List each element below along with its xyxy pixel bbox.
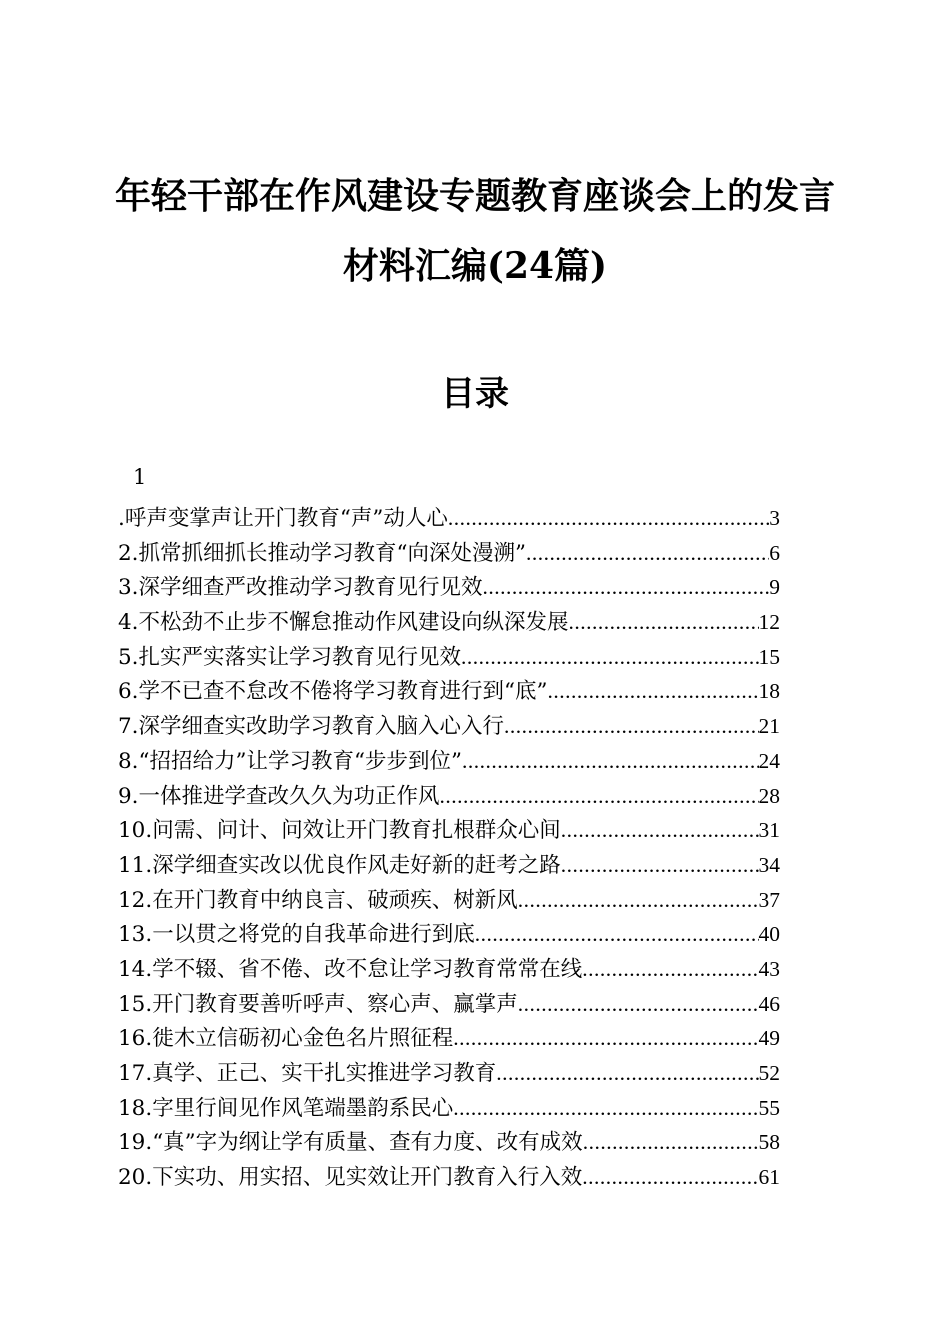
toc-entry-label: 12.在开门教育中纳良言、破顽疾、树新风: [118, 887, 518, 913]
toc-entry-page-number: 55: [758, 1095, 780, 1120]
toc-entry-label: 15.开门教育要善听呼声、察心声、赢掌声: [118, 991, 518, 1017]
toc-entry-page-number: 37: [758, 887, 780, 912]
toc-dot-leader: [483, 570, 770, 605]
document-title-line1: 年轻干部在作风建设专题教育座谈会上的发言: [114, 175, 835, 217]
toc-dot-leader: [440, 779, 759, 814]
toc-entry-label: 14.学不辍、省不倦、改不怠让学习教育常常在线: [118, 956, 583, 982]
toc-dot-leader: [453, 1091, 758, 1126]
toc-entry[interactable]: [118, 570, 780, 605]
toc-entry[interactable]: [118, 1021, 780, 1056]
toc-entry-label: 20.下实功、用实招、见实效让开门教育入行入效: [118, 1165, 583, 1191]
toc-dot-leader: [448, 501, 769, 536]
toc-entry-page-number: 12: [758, 610, 780, 635]
toc-dot-leader: [504, 709, 758, 744]
toc-entry-label: .呼声变掌声让开门教育“声”动人心: [118, 506, 448, 531]
toc-entry[interactable]: [118, 848, 780, 883]
toc-entry-page-number: 52: [758, 1061, 780, 1085]
toc-first-item-number: 1: [133, 465, 147, 489]
toc-entry[interactable]: [118, 640, 780, 675]
toc-entry[interactable]: [118, 744, 780, 779]
toc-entry-page-number: 21: [758, 714, 780, 739]
toc-dot-leader: [548, 674, 759, 709]
toc-entry-label: 2.抓常抓细抓长推动学习教育“向深处漫溯”: [118, 540, 526, 566]
toc-entry[interactable]: [118, 917, 780, 952]
toc-dot-leader: [453, 1021, 758, 1056]
toc-dot-leader: [461, 640, 758, 675]
toc-entry[interactable]: [118, 813, 780, 848]
document-title-line2: 材料汇编(24篇): [342, 245, 608, 287]
toc-heading: 目录: [441, 374, 509, 414]
toc-entry[interactable]: [118, 1125, 780, 1160]
toc-dot-leader: [526, 536, 769, 571]
toc-entry[interactable]: [118, 709, 780, 744]
toc-entry[interactable]: [118, 674, 780, 709]
toc-entry[interactable]: [118, 1091, 780, 1126]
toc-dot-leader: [561, 848, 759, 883]
toc-dot-leader: [518, 987, 759, 1022]
toc-entry[interactable]: [118, 883, 780, 918]
toc-entry-label: 11.深学细查实改以优良作风走好新的赶考之路: [118, 852, 561, 878]
toc-entry-page-number: 3: [769, 506, 780, 530]
toc-entry-label: 7.深学细查实改助学习教育入脑入心入行: [118, 714, 505, 740]
toc-entry-label: 13.一以贯之将党的自我革命进行到底: [118, 922, 475, 948]
toc-entry-label: 10.问需、问计、问效让开门教育扎根群众心间: [118, 818, 561, 844]
toc-dot-leader: [582, 952, 758, 987]
toc-entry[interactable]: [118, 952, 780, 987]
toc-entry[interactable]: [118, 779, 780, 814]
toc-entry[interactable]: [118, 1056, 780, 1091]
toc-entry-page-number: 49: [758, 1026, 780, 1051]
toc-entry-page-number: 24: [758, 748, 780, 773]
toc-entry-page-number: 61: [758, 1165, 780, 1190]
toc-entry-page-number: 46: [758, 991, 780, 1016]
toc-entry-page-number: 6: [769, 540, 780, 565]
toc-dot-leader: [561, 813, 759, 848]
toc-dot-leader: [462, 744, 759, 779]
toc-entry-page-number: 58: [758, 1130, 780, 1155]
toc-entry-page-number: 43: [758, 956, 780, 981]
toc-dot-leader: [583, 1125, 759, 1160]
toc-entry[interactable]: [118, 1160, 780, 1195]
toc-entry-label: 19.“真”字为纲让学有质量、查有力度、改有成效: [118, 1130, 583, 1156]
toc-dot-leader: [518, 883, 759, 918]
toc-entry-page-number: 28: [758, 783, 780, 808]
toc-dot-leader: [582, 1160, 758, 1195]
toc-entry-page-number: 34: [758, 852, 780, 877]
toc-entry[interactable]: [118, 605, 780, 640]
toc-entry[interactable]: [118, 987, 780, 1022]
toc-entry-label: 4.不松劲不止步不懈怠推动作风建设向纵深发展: [118, 610, 569, 636]
toc-entry-label: 17.真学、正己、实干扎实推进学习教育: [118, 1061, 497, 1086]
toc-entry-label: 3.深学细查严改推动学习教育见行见效: [118, 575, 483, 601]
toc-entry-label: 5.扎实严实落实让学习教育见行见效: [118, 644, 462, 670]
toc-entry-label: 9.一体推进学查改久久为功正作风: [118, 783, 440, 809]
toc-entry-label: 18.字里行间见作风笔端墨韵系民心: [118, 1095, 454, 1121]
toc-dot-leader: [569, 605, 759, 640]
table-of-contents: [118, 501, 780, 1195]
toc-dot-leader: [496, 1056, 758, 1091]
toc-entry-page-number: 40: [758, 922, 780, 947]
toc-entry-page-number: 18: [758, 679, 780, 704]
toc-entry-page-number: 31: [758, 818, 780, 843]
toc-entry[interactable]: [118, 501, 780, 536]
toc-entry-page-number: 9: [769, 575, 780, 600]
toc-entry-label: 6.学不已查不怠改不倦将学习教育进行到“底”: [118, 679, 548, 705]
toc-entry-page-number: 15: [758, 644, 780, 669]
toc-entry-label: 8.“招招给力”让学习教育“步步到位”: [118, 748, 462, 774]
toc-dot-leader: [475, 917, 759, 952]
toc-entry-label: 16.徙木立信砺初心金色名片照征程: [118, 1026, 454, 1052]
toc-entry[interactable]: [118, 536, 780, 571]
